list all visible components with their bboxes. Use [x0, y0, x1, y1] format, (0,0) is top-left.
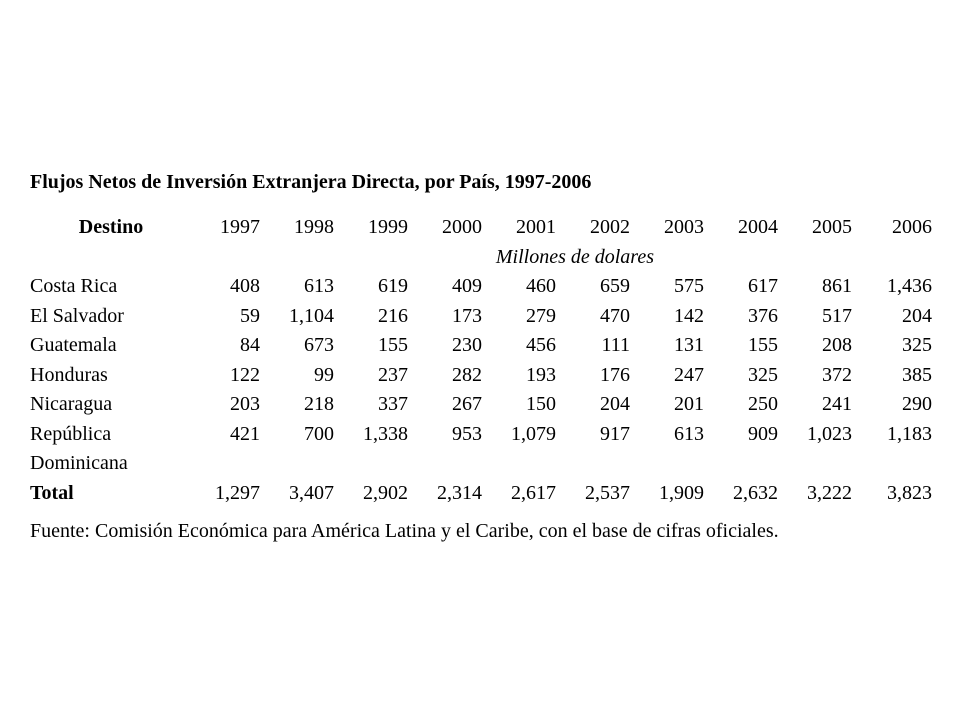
table-cell: 2,902 — [363, 481, 408, 504]
table-row — [26, 420, 936, 450]
table-cell: 1,104 — [289, 304, 334, 327]
table-cell: 99 — [314, 363, 334, 386]
table-cell: 408 — [230, 275, 260, 297]
column-header-year: 2004 — [738, 216, 778, 238]
table-cell: 1,079 — [511, 422, 556, 445]
table-cell: 131 — [674, 334, 704, 356]
column-header-year: 1998 — [294, 216, 334, 238]
table-row — [26, 390, 936, 420]
table-title: Flujos Netos de Inversión Extranjera Directa, por País, 1997-2006 — [30, 171, 592, 193]
table-cell: 1,183 — [887, 422, 932, 445]
table-cell: 1,436 — [887, 275, 932, 297]
table-cell: 456 — [526, 334, 556, 356]
column-header-year: 2002 — [590, 216, 630, 238]
table-cell: 282 — [452, 363, 482, 386]
table-row — [26, 331, 936, 361]
table-cell: 218 — [304, 393, 334, 415]
table-cell: 861 — [822, 275, 852, 297]
table-cell: 267 — [452, 393, 482, 415]
table-cell: 150 — [526, 393, 556, 415]
table-cell: 617 — [748, 275, 778, 297]
table-cell: 917 — [600, 422, 630, 445]
table-cell: 1,909 — [659, 481, 704, 504]
table-cell: 247 — [674, 363, 704, 386]
table-cell: 385 — [902, 363, 932, 386]
table-cell: 59 — [240, 304, 260, 327]
table-cell: 3,407 — [289, 481, 334, 504]
row-label: Costa Rica — [30, 275, 118, 297]
table-body — [26, 272, 936, 508]
column-header-year: 2001 — [516, 216, 556, 238]
table-cell: 2,632 — [733, 481, 778, 504]
table-cell: 173 — [452, 304, 482, 327]
table-cell: 155 — [748, 334, 778, 356]
table-cell: 122 — [230, 363, 260, 386]
table-cell: 203 — [230, 393, 260, 415]
table-cell: 204 — [600, 393, 630, 415]
table-cell: 460 — [526, 275, 556, 297]
table-cell: 421 — [230, 422, 260, 445]
table-cell: 290 — [902, 393, 932, 415]
table-cell: 1,338 — [363, 422, 408, 445]
row-label: Honduras — [30, 363, 108, 386]
table-cell: 3,823 — [887, 481, 932, 504]
column-header-year: 2005 — [812, 216, 852, 238]
table-cell: 201 — [674, 393, 704, 415]
row-label: Total — [30, 481, 74, 504]
table-cell: 470 — [600, 304, 630, 327]
table-row — [26, 302, 936, 332]
table-cell: 700 — [304, 422, 334, 445]
table-cell: 2,617 — [511, 481, 556, 504]
table-cell: 204 — [902, 304, 932, 327]
table-cell: 230 — [452, 334, 482, 356]
table-cell: 193 — [526, 363, 556, 386]
table-cell: 2,537 — [585, 481, 630, 504]
table-cell: 111 — [601, 334, 630, 356]
row-label-continuation: Dominicana — [30, 452, 128, 474]
table-cell: 325 — [902, 334, 932, 356]
table-cell: 619 — [378, 275, 408, 297]
table-cell: 325 — [748, 363, 778, 386]
unit-row — [26, 243, 936, 273]
unit-label: Millones de dolares — [495, 245, 654, 268]
table-cell: 155 — [378, 334, 408, 356]
table-cell: 279 — [526, 304, 556, 327]
table-cell: 1,023 — [807, 422, 852, 445]
table-cell: 2,314 — [437, 481, 482, 504]
table-cell: 142 — [674, 304, 704, 327]
table-cell: 372 — [822, 363, 852, 386]
column-header-destino: Destino — [78, 216, 144, 238]
table-cell: 613 — [674, 422, 704, 445]
table-row — [26, 361, 936, 391]
table-cell: 1,297 — [215, 481, 260, 504]
row-label: Nicaragua — [30, 393, 113, 415]
table-cell: 409 — [452, 275, 482, 297]
table-cell: 176 — [600, 363, 630, 386]
table-cell: 337 — [378, 393, 408, 415]
row-label: Guatemala — [30, 334, 117, 356]
fdi-table — [26, 213, 936, 508]
column-header-year: 2006 — [892, 216, 932, 238]
table-cell: 250 — [748, 393, 778, 415]
column-header-year: 2003 — [664, 216, 704, 238]
table-cell: 575 — [674, 275, 704, 297]
table-cell: 953 — [452, 422, 482, 445]
table-cell: 237 — [378, 363, 408, 386]
table-cell: 517 — [822, 304, 852, 327]
empty-cell — [196, 449, 936, 479]
column-header-year: 1999 — [368, 216, 408, 238]
table-cell: 909 — [748, 422, 778, 445]
total-row — [26, 479, 936, 509]
table-cell: 659 — [600, 275, 630, 297]
table-row — [26, 272, 936, 302]
column-header-year: 1997 — [220, 216, 260, 238]
table-row-continuation — [26, 449, 936, 479]
source-note: Fuente: Comisión Económica para América Latina y el Caribe, con el base de cifras oficiales. — [30, 520, 779, 542]
row-label: República — [30, 422, 112, 445]
table-cell: 673 — [304, 334, 334, 356]
header-row — [26, 213, 936, 243]
table-cell: 84 — [240, 334, 260, 356]
column-header-year: 2000 — [442, 216, 482, 238]
table-cell: 208 — [822, 334, 852, 356]
table-cell: 376 — [748, 304, 778, 327]
table-cell: 3,222 — [807, 481, 852, 504]
table-cell: 613 — [304, 275, 334, 297]
table-cell: 241 — [822, 393, 852, 415]
table-cell: 216 — [378, 304, 408, 327]
row-label: El Salvador — [30, 304, 124, 327]
